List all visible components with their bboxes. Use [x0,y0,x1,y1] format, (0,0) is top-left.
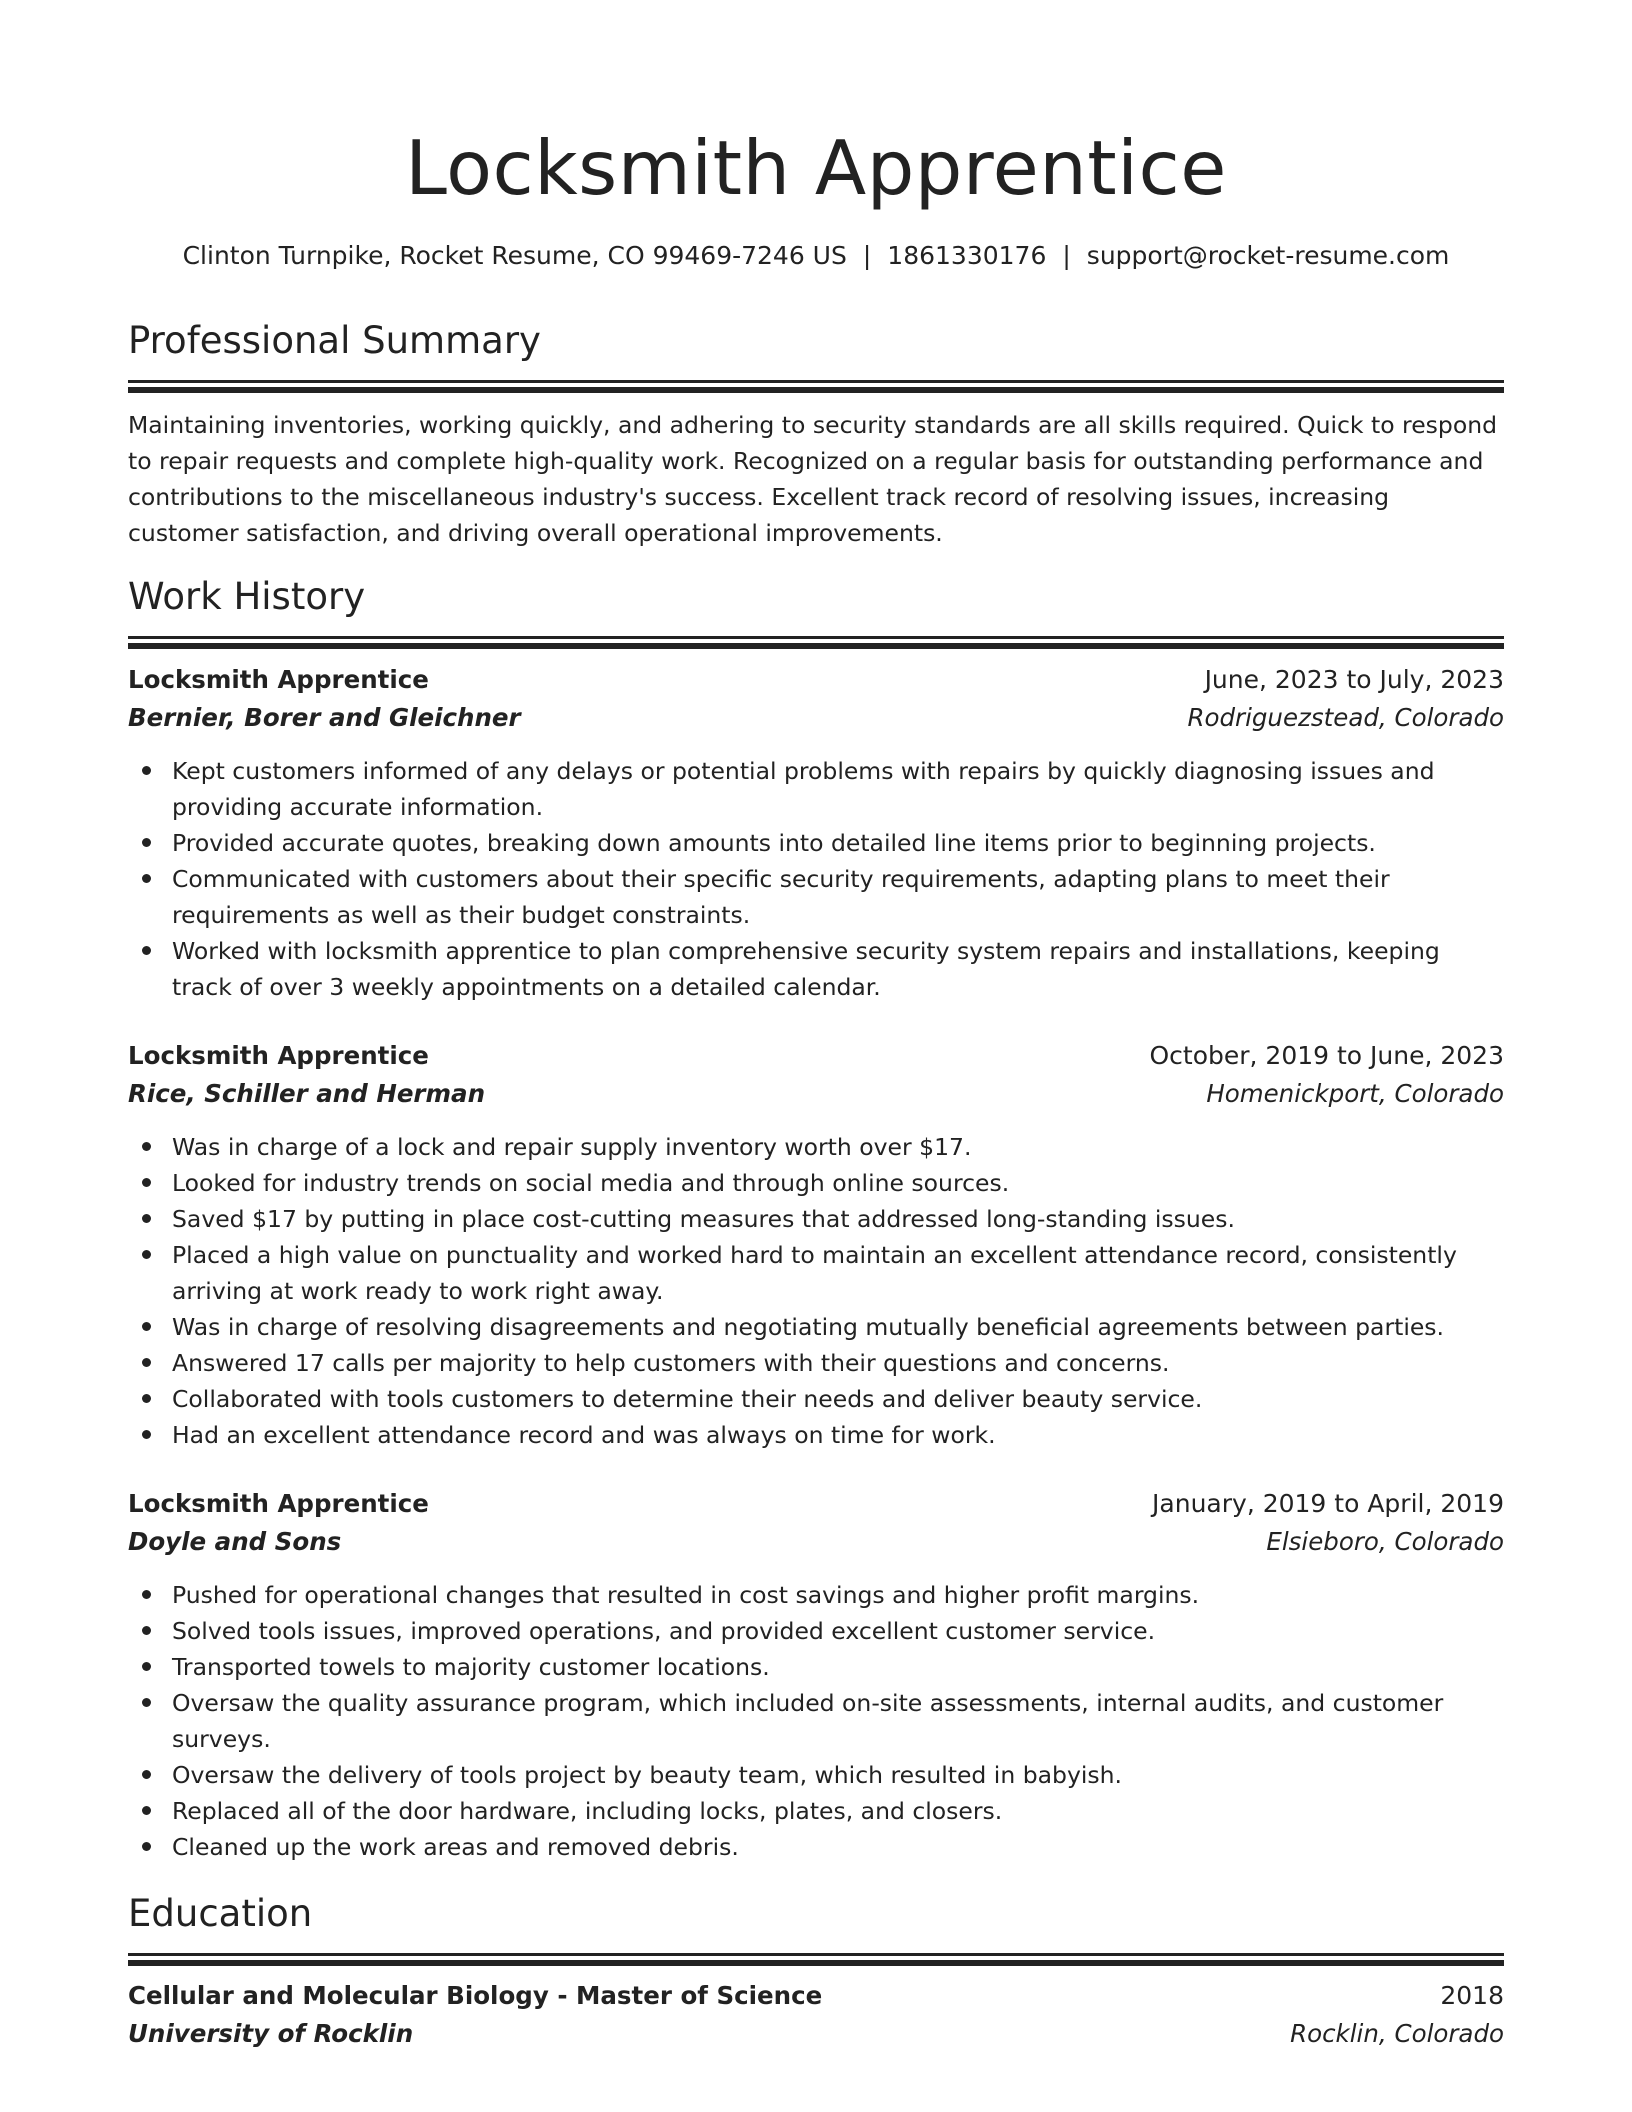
education-header-row [128,1977,1504,2015]
job-bullet: Placed a high value on punctuality and worked hard to maintain an excellent attendance record, consistently arriving at work ready to work right away. [172,1237,1504,1309]
summary-heading: Professional Summary [128,319,541,362]
job-bullet: Had an excellent attendance record and was always on time for work. [172,1417,1504,1453]
education-year: 2018 [1440,1981,1504,2010]
contact-separator: | [1062,241,1071,270]
job-bullet: Kept customers informed of any delays or potential problems with repairs by quickly diagnosing issues and providing accurate information. [172,753,1504,825]
job-header-row [128,1037,1504,1075]
job-dates: October, 2019 to June, 2023 [1149,1041,1504,1070]
education-school-row [128,2015,1504,2053]
job-bullet: Communicated with customers about their specific security requirements, adapting plans to meet their requirements as well as their budget constraints. [172,861,1504,933]
job-location: Rodriguezstead, Colorado [1187,703,1504,732]
contact-phone: 1861330176 [887,241,1047,270]
resume-name: Locksmith Apprentice [405,124,1227,212]
job-bullets [128,1129,1504,1453]
resume-page [128,0,1504,2112]
work-history-section [128,572,1504,639]
job-entry [128,1485,1504,1865]
job-bullets [128,753,1504,1005]
job-entry [128,661,1504,1005]
job-company: Bernier, Borer and Gleichner [128,703,521,732]
section-divider [128,380,1504,383]
job-bullet: Provided accurate quotes, breaking down amounts into detailed line items prior to beginning projects. [172,825,1504,861]
job-header-row [128,1485,1504,1523]
job-header-row [128,661,1504,699]
job-location: Homenickport, Colorado [1206,1079,1504,1108]
contact-separator: | [862,241,872,270]
job-company: Rice, Schiller and Herman [128,1079,486,1108]
job-bullet: Was in charge of a lock and repair supply inventory worth over $17. [172,1129,1504,1165]
job-title: Locksmith Apprentice [128,1041,429,1070]
job-bullet: Replaced all of the door hardware, including locks, plates, and closers. [172,1793,1504,1829]
education-section [128,1889,1504,1956]
summary-section [128,316,1504,551]
job-bullet: Cleaned up the work areas and removed debris. [172,1829,1504,1865]
job-company-row [128,1075,1504,1113]
job-bullet: Collaborated with tools customers to determine their needs and deliver beauty service. [172,1381,1504,1417]
education-heading: Education [128,1892,313,1935]
contact-line [128,238,1504,274]
job-dates: June, 2023 to July, 2023 [1204,665,1504,694]
job-bullet: Looked for industry trends on social media and through online sources. [172,1165,1504,1201]
job-entry [128,1037,1504,1453]
contact-address: Clinton Turnpike, Rocket Resume, CO 99469-7246 US [182,241,847,270]
section-divider [128,1953,1504,1956]
job-bullets [128,1577,1504,1865]
job-bullet: Answered 17 calls per majority to help customers with their questions and concerns. [172,1345,1504,1381]
job-company-row [128,699,1504,737]
job-location: Elsieboro, Colorado [1266,1527,1504,1556]
summary-text: Maintaining inventories, working quickly, and adhering to security standards are all skills required. Quick to respond to repair requests and complete high-quality work. Recognized on a regular basis for outstanding performance and contributions to the miscellaneous industry's success. Excellent track record of resolving issues, increasing customer satisfaction, and driving overall operational improvements. [128,411,1498,547]
job-bullet: Saved $17 by putting in place cost-cutting measures that addressed long-standing issues. [172,1201,1504,1237]
job-bullet: Transported towels to majority customer locations. [172,1649,1504,1685]
education-school: University of Rocklin [128,2019,414,2048]
job-title: Locksmith Apprentice [128,665,429,694]
job-bullet: Oversaw the delivery of tools project by beauty team, which resulted in babyish. [172,1757,1504,1793]
education-entry [128,1977,1504,2053]
job-title: Locksmith Apprentice [128,1489,429,1518]
section-divider [128,636,1504,639]
job-company: Doyle and Sons [128,1527,342,1556]
job-dates: January, 2019 to April, 2019 [1152,1489,1504,1518]
job-bullet: Pushed for operational changes that resulted in cost savings and higher profit margins. [172,1577,1504,1613]
job-bullet: Was in charge of resolving disagreements and negotiating mutually beneficial agreements between parties. [172,1309,1504,1345]
work-history-heading: Work History [128,575,366,618]
job-bullet: Solved tools issues, improved operations, and provided excellent customer service. [172,1613,1504,1649]
job-bullet: Oversaw the quality assurance program, which included on-site assessments, internal audits, and customer surveys. [172,1685,1504,1757]
contact-email: support@rocket-resume.com [1086,241,1450,270]
education-degree: Cellular and Molecular Biology - Master of Science [128,1981,823,2010]
job-company-row [128,1523,1504,1561]
job-bullet: Worked with locksmith apprentice to plan comprehensive security system repairs and installations, keeping track of over 3 weekly appointments on a detailed calendar. [172,933,1504,1005]
education-location: Rocklin, Colorado [1290,2019,1504,2048]
